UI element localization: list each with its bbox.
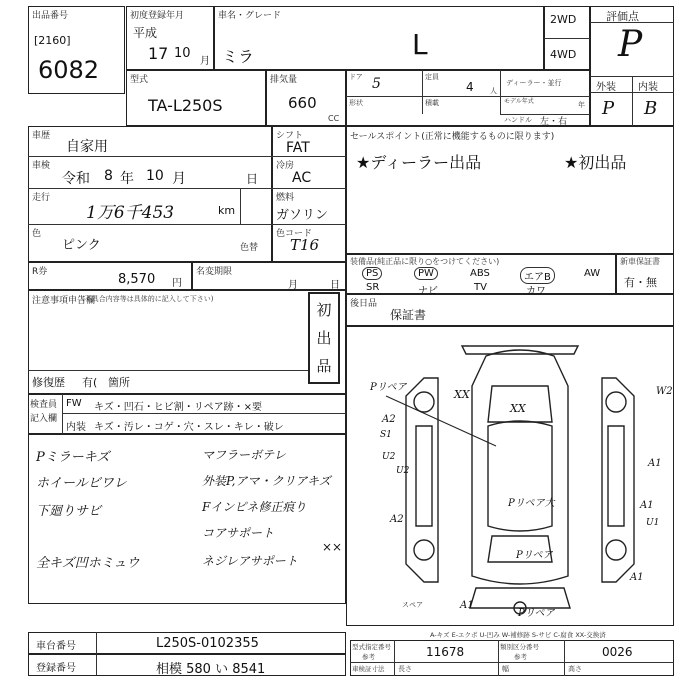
car-grade: L	[412, 28, 428, 61]
load-label: 積載	[425, 99, 439, 107]
inspector-fw-items: キズ・凹石・ヒビ割・リペア跡・×要	[94, 402, 262, 413]
note-line3: 下廻りサビ	[36, 504, 102, 519]
inspector-label: 検査員記入欄	[30, 400, 58, 424]
warranty-label: 新車保証書	[620, 257, 660, 266]
notes-sublabel: (不具合内容等は具体的に記入して下さい)	[82, 295, 214, 303]
chassis-label: 車台番号	[36, 641, 76, 652]
note-xx-mark: ××	[322, 540, 343, 554]
mark-6: W2	[656, 386, 673, 397]
name-change-day-unit: 日	[330, 280, 340, 291]
recycle-label: R券	[32, 267, 48, 277]
mileage-value: 1万6千453	[86, 203, 175, 223]
drive-2wd: 2WD	[550, 13, 577, 26]
plate-value: 相模 580 い 8541	[156, 662, 266, 677]
right-front-wheel	[606, 392, 626, 412]
inspection-month-unit: 月	[172, 171, 186, 187]
car-diagram	[346, 326, 674, 626]
capacity-value: 4	[466, 80, 474, 94]
mark-5: U2	[396, 466, 410, 476]
displacement-label: 排気量	[270, 75, 298, 85]
category-ref: 参考	[514, 653, 527, 661]
inspection-label: 車検	[32, 161, 51, 171]
equip-leather: カワ	[526, 286, 546, 297]
doors-value: 5	[372, 76, 381, 92]
capacity-label: 定員	[425, 73, 439, 81]
left-doors	[416, 426, 432, 526]
history-label: 車歴	[32, 131, 51, 141]
equip-ps: PS	[362, 267, 382, 280]
mark-13: A1	[630, 572, 644, 583]
mark-9: U1	[646, 518, 660, 528]
mark-12: A1	[640, 500, 654, 511]
history-value: 自家用	[66, 139, 108, 155]
recycle-value: 8,570	[118, 272, 156, 287]
plate-label: 登録番号	[36, 663, 76, 674]
equip-pw: PW	[414, 267, 438, 280]
mark-7: A1	[648, 458, 662, 469]
notes-label: 注意事項申告欄	[32, 296, 96, 306]
model-cert-ref: 参考	[362, 653, 375, 661]
mark-8: A2	[390, 514, 404, 525]
inspector-int-label: 内装	[66, 422, 86, 433]
category-label: 類別区分番号	[500, 643, 539, 651]
color-label: 色	[32, 229, 42, 239]
shift-value: FAT	[286, 140, 310, 156]
dims-length: 長さ	[398, 665, 412, 673]
interior-label: 内装	[638, 82, 658, 93]
registration-month-unit: 月	[200, 56, 210, 67]
mark-10: Pリペア大	[508, 498, 555, 509]
repair-unit: 箇所	[108, 376, 130, 389]
shape-label: 形状	[349, 99, 363, 107]
leader-line	[386, 396, 496, 446]
left-rear-wheel	[414, 540, 434, 560]
model-label: 型式	[130, 75, 149, 85]
name-change-month-unit: 月	[288, 280, 298, 291]
note-line8: コアサポート	[202, 526, 275, 540]
car-name-label: 車名・グレード	[218, 11, 282, 21]
doors-label: ドア	[349, 73, 363, 81]
name-change-label: 名変期限	[196, 267, 233, 277]
registration-era: 平成	[133, 26, 158, 40]
equip-airbag: エアB	[520, 267, 555, 284]
handle-options: 左・右	[540, 117, 568, 127]
inspection-era: 令和	[62, 171, 90, 187]
color-code-label: 色コード	[276, 229, 313, 239]
note-line2: ホイールビワレ	[36, 476, 127, 491]
dims-width: 幅	[502, 665, 509, 673]
model-year-unit: 年	[578, 101, 585, 109]
mark-14: Pリペア	[518, 608, 555, 619]
recycle-box	[28, 262, 192, 290]
spare-label: スペア	[402, 601, 423, 609]
note-line1: Pミラーキズ	[36, 450, 110, 465]
exterior-score: P	[602, 98, 615, 119]
inspection-year: 8	[104, 168, 113, 184]
mileage-unit: km	[218, 204, 236, 217]
mark-16: XX	[454, 388, 470, 401]
dims-height: 高さ	[568, 665, 582, 673]
handle-label: ハンドル	[504, 116, 532, 124]
dealer-label: ディーラー・並行	[506, 79, 562, 87]
lot-label: 出品番号	[32, 11, 69, 21]
color-value: ピンク	[62, 238, 101, 253]
car-name: ミラ	[222, 47, 255, 66]
aircon-label: 冷房	[276, 161, 295, 171]
roof	[488, 421, 552, 531]
sales-point-label: セールスポイント(正常に機能するものに限ります)	[350, 132, 555, 142]
documents-value: 保証書	[390, 308, 427, 322]
interior-score: B	[644, 98, 658, 119]
equip-abs: ABS	[470, 268, 490, 279]
repair-value: 有(	[82, 376, 98, 389]
inspector-int-items: キズ・汚レ・コゲ・穴・スレ・キレ・破レ	[94, 422, 284, 433]
inspection-day-unit: 日	[246, 172, 259, 186]
mark-4: U2	[382, 452, 396, 462]
mark-2: A2	[382, 414, 396, 425]
mileage-label: 走行	[32, 193, 51, 203]
equip-aw: AW	[584, 268, 601, 279]
left-front-wheel	[414, 392, 434, 412]
equipment-label: 装備品(純正品に限り○をつけてください)	[350, 257, 500, 266]
displacement-unit: CC	[328, 114, 340, 123]
sales-point-item2: ★初出品	[564, 153, 627, 172]
mark-11: Pリペア	[516, 550, 553, 561]
category-value: 0026	[602, 645, 633, 659]
damage-legend: A-キズ E-エクボ U-凹み W-補修跡 S-サビ C-腐食 XX-交換済	[430, 631, 606, 639]
displacement-value: 660	[288, 94, 317, 112]
chassis-value: L250S-0102355	[156, 636, 259, 651]
color-change-label: 色替	[240, 243, 259, 253]
registration-month: 10	[174, 46, 191, 61]
model-year-label: モデル年式	[504, 98, 534, 105]
dims-label: 車検証寸法	[352, 665, 385, 673]
fuel-value: ガソリン	[276, 208, 329, 223]
drive-4wd: 4WD	[550, 48, 577, 61]
grade-score: P	[618, 24, 643, 65]
inspector-fw-label: FW	[66, 398, 82, 409]
stamp-text: 初出品	[316, 301, 332, 375]
mark-15: A1	[460, 600, 474, 611]
equip-tv: TV	[474, 282, 487, 293]
mark-3: S1	[380, 430, 392, 440]
note-line7: Fインピネ修正痕り	[202, 500, 307, 514]
sales-point-item1: ★ディーラー出品	[356, 153, 482, 172]
inspection-year-unit: 年	[120, 171, 134, 187]
right-doors	[608, 426, 624, 526]
note-line4: 全キズ凹ホミュウ	[36, 556, 140, 571]
model-cert-label: 型式指定番号	[352, 643, 391, 651]
recycle-unit: 円	[172, 278, 182, 289]
note-line5: マフラーボテレ	[202, 448, 286, 462]
note-line9: ネジレアサポート	[202, 554, 298, 568]
registration-year: 17	[148, 44, 169, 63]
right-rear-wheel	[606, 540, 626, 560]
model-cert-value: 11678	[426, 645, 465, 659]
model-value: TA-L250S	[148, 96, 223, 115]
color-code-value: T16	[290, 236, 320, 254]
registration-label: 初度登録年月	[130, 11, 185, 21]
mark-17: XX	[510, 402, 526, 415]
lot-number: 6082	[38, 56, 100, 84]
warranty-value: 有・無	[624, 276, 657, 289]
aircon-value: AC	[292, 170, 312, 186]
sales-point-box	[346, 126, 674, 254]
fuel-label: 燃料	[276, 193, 295, 203]
mark-1: Pリペア	[370, 382, 407, 393]
equip-sr: SR	[366, 282, 380, 293]
lot-code: [2160]	[34, 34, 71, 47]
equip-navi: ナビ	[418, 286, 438, 297]
shift-label: シフト	[276, 131, 304, 141]
documents-label: 後日品	[350, 299, 378, 309]
capacity-unit: 人	[490, 87, 497, 95]
exterior-label: 外装	[596, 82, 616, 93]
repair-label: 修復歴	[32, 376, 65, 389]
grade-label: 評価点	[606, 10, 639, 23]
inspection-month: 10	[146, 168, 164, 184]
note-line6: 外装P,アマ・クリアキズ	[202, 474, 331, 488]
